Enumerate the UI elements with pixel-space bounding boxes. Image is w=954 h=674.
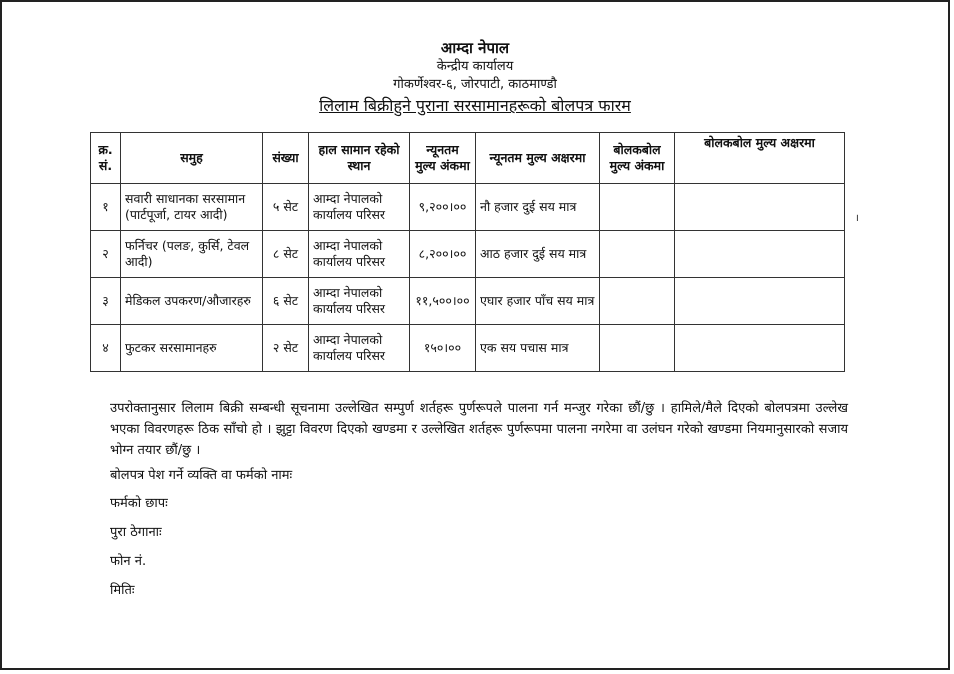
declaration-paragraph: उपरोक्तानुसार लिलाम बिक्री सम्बन्धी सूचनामा उल्लेखित सम्पुर्ण शर्तहरू पुर्णरूपले पालना गर्न मन्जुर गरेका छौं/छु । हामिले/मैले दिएको बोलपत्रमा उल्लेख भएका विवरणहरू ठिक साँचो हो । झुट्टा विवरण दिएको खण्डमा र उल्लेखित शर्तहरू पुर्णरूपमा पालना नगरेमा वा उलंघन गरेको खण्डमा नियमानुसारको सजाय भोग्न तयार छौं/छु ।: [110, 401, 848, 458]
office-address: गोकर्णेश्वर-६, जोरपाटी, काठमाण्डौ: [393, 77, 557, 92]
table-row: [91, 184, 845, 231]
cell-min-price-words: आठ हजार दुई सय मात्र: [476, 231, 600, 278]
office-name: केन्द्रीय कार्यालय: [436, 59, 514, 74]
bidder-name-field[interactable]: बोलपत्र पेश गर्ने व्यक्ति वा फर्मको नामः: [110, 468, 293, 483]
table-row: [91, 231, 845, 278]
cell-group: सवारी साधानका सरसामान (पार्टपूर्जा, टायर आदी): [121, 184, 263, 231]
cell-min-price-words: एक सय पचास मात्र: [476, 325, 600, 372]
cell-bid-figures[interactable]: [600, 231, 675, 278]
cell-sn: ४: [91, 325, 121, 372]
cell-min-price-words: एघार हजार पाँच सय मात्र: [476, 278, 600, 325]
cell-min-price-figures: १५०।००: [410, 325, 476, 372]
cell-min-price-figures: ११,५००।००: [410, 278, 476, 325]
cell-min-price-figures: ८,२००।००: [410, 231, 476, 278]
cell-sn: ३: [91, 278, 121, 325]
form-title: लिलाम बिक्रीहुने पुराना सरसामानहरूको बोलपत्र फारम: [319, 96, 631, 115]
cell-location: आम्दा नेपालको कार्यालय परिसर: [309, 184, 410, 231]
cell-min-price-figures: ९,२००।००: [410, 184, 476, 231]
col-header-bid-figures: बोलकबोल मुल्य अंकमा: [600, 133, 675, 184]
phone-field[interactable]: फोन नं.: [110, 554, 147, 569]
cell-quantity: ६ सेट: [263, 278, 309, 325]
cell-sn: २: [91, 231, 121, 278]
cell-bid-words[interactable]: [675, 278, 845, 325]
table-row: [91, 325, 845, 372]
date-field[interactable]: मितिः: [110, 583, 135, 598]
cell-location: आम्दा नेपालको कार्यालय परिसर: [309, 231, 410, 278]
cell-bid-figures[interactable]: [600, 325, 675, 372]
cell-bid-words[interactable]: [675, 184, 845, 231]
col-header-bid-words: बोलकबोल मुल्य अक्षरमा: [675, 133, 845, 184]
cell-location: आम्दा नेपालको कार्यालय परिसर: [309, 325, 410, 372]
cell-group: फुटकर सरसामानहरु: [121, 325, 263, 372]
items-table: [90, 132, 845, 372]
cell-quantity: ५ सेट: [263, 184, 309, 231]
cell-group: फर्निचर (पलङ, कुर्सि, टेवल आदी): [121, 231, 263, 278]
table-header-row: [91, 133, 845, 184]
col-header-quantity: संख्या: [263, 133, 309, 184]
cell-group: मेडिकल उपकरण/औजारहरु: [121, 278, 263, 325]
cell-location: आम्दा नेपालको कार्यालय परिसर: [309, 278, 410, 325]
cell-bid-words[interactable]: [675, 231, 845, 278]
col-header-group: समुह: [121, 133, 263, 184]
cell-bid-figures[interactable]: [600, 278, 675, 325]
firm-stamp-field[interactable]: फर्मको छापः: [110, 496, 168, 511]
table-row: [91, 278, 845, 325]
full-address-field[interactable]: पुरा ठेगानाः: [110, 525, 162, 540]
cell-bid-figures[interactable]: [600, 184, 675, 231]
cell-bid-words[interactable]: [675, 325, 845, 372]
document-header: [2, 38, 948, 117]
col-header-location: हाल सामान रहेको स्थान: [309, 133, 410, 184]
cell-quantity: २ सेट: [263, 325, 309, 372]
cell-sn: १: [91, 184, 121, 231]
cell-min-price-words: नौ हजार दुई सय मात्र: [476, 184, 600, 231]
col-header-sn: क्र. सं.: [91, 133, 121, 184]
col-header-min-price-figures: न्यूनतम मुल्य अंकमा: [410, 133, 476, 184]
organization-name: आम्दा नेपाल: [440, 39, 510, 57]
cell-quantity: ८ सेट: [263, 231, 309, 278]
margin-mark: ।: [855, 213, 859, 224]
col-header-min-price-words: न्यूनतम मुल्य अक्षरमा: [476, 133, 600, 184]
